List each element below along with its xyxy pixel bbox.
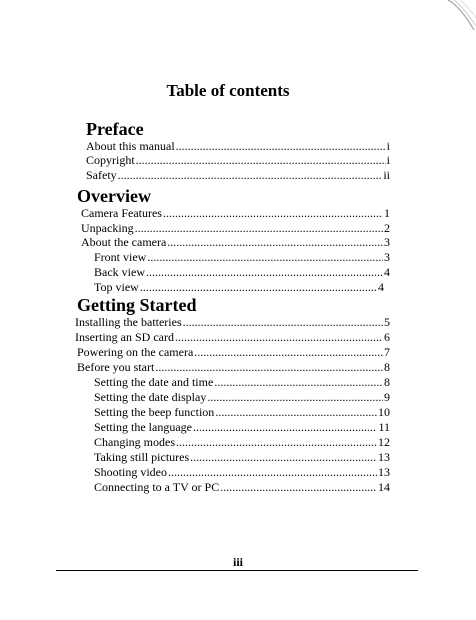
leader-dots [147,250,383,264]
toc-entry-page: 1 [384,206,390,220]
toc-entry-label: Copyright [86,153,135,167]
toc-entry-label: Safety [86,168,117,182]
toc-entry-label: Setting the beep function [94,405,215,419]
toc-entry-label: Unpacking [81,221,134,235]
toc-entry-top-view[interactable] [94,280,384,294]
toc-entry-page: 3 [384,250,390,264]
toc-entry-setting-date-display[interactable] [94,390,390,404]
toc-entry-back-view[interactable] [94,265,390,279]
leader-dots [175,330,383,344]
toc-entry-about-this-manual[interactable] [86,139,390,153]
toc-entry-page: 5 [384,315,390,329]
leader-dots [214,375,383,389]
toc-entry-setting-language[interactable] [94,420,390,434]
footer-page-number: iii [232,555,243,569]
leader-dots [207,390,383,404]
leader-dots [176,139,386,153]
leader-dots [183,315,383,329]
toc-entry-label: Installing the batteries [75,315,182,329]
toc-entry-page: i [386,139,390,153]
leader-dots [146,265,383,279]
leader-dots [176,435,377,449]
toc-entry-label: Taking still pictures [94,450,190,464]
leader-dots [220,480,377,494]
leader-dots [194,345,383,359]
leader-dots [136,153,386,167]
leader-dots [190,450,377,464]
toc-entry-page: 6 [384,330,390,344]
toc-entry-powering-on[interactable] [77,345,390,359]
toc-entry-connecting-tv-pc[interactable] [94,480,390,494]
toc-entry-shooting-video[interactable] [94,465,390,479]
section-heading-preface: Preface [86,119,144,139]
toc-entry-page: i [386,153,390,167]
footer-divider [56,570,418,571]
toc-entry-label: Connecting to a TV or PC [94,480,220,494]
toc-entry-label: Setting the language [94,420,192,434]
toc-entry-changing-modes[interactable] [94,435,390,449]
toc-entry-label: About this manual [86,139,175,153]
leader-dots [167,235,383,249]
leader-dots [168,465,377,479]
toc-entry-page: 10 [378,405,390,419]
toc-entry-page: 4 [378,280,384,294]
section-heading-overview: Overview [77,186,151,206]
page-curl-icon [446,0,476,32]
leader-dots [193,420,377,434]
leader-dots [140,280,377,294]
toc-entry-page: 13 [378,465,390,479]
toc-entry-label: Camera Features [81,206,162,220]
toc-entry-page: 14 [378,480,390,494]
toc-entry-setting-beep[interactable] [94,405,390,419]
leader-dots [163,206,383,220]
toc-entry-inserting-sd-card[interactable] [75,330,390,344]
toc-entry-unpacking[interactable] [81,221,390,235]
toc-entry-before-you-start[interactable] [77,360,390,374]
toc-entry-page: ii [383,168,390,182]
toc-entry-page: 12 [378,435,390,449]
toc-entry-label: Front view [94,250,147,264]
toc-entry-camera-features[interactable] [81,206,390,220]
toc-entry-page: 11 [378,420,390,434]
toc-entry-page: 7 [384,345,390,359]
toc-entry-label: Setting the date display [94,390,207,404]
toc-entry-front-view[interactable] [94,250,390,264]
page-title: Table of contents [166,81,290,100]
toc-entry-label: Top view [94,280,139,294]
toc-entry-label: Setting the date and time [94,375,214,389]
leader-dots [118,168,383,182]
toc-entry-page: 8 [384,375,390,389]
toc-entry-label: Shooting video [94,465,168,479]
toc-entry-label: Powering on the camera [77,345,194,359]
toc-entry-page: 4 [384,265,390,279]
leader-dots [155,360,383,374]
toc-entry-installing-batteries[interactable] [75,315,390,329]
toc-entry-page: 8 [384,360,390,374]
toc-entry-label: Before you start [77,360,155,374]
toc-entry-label: Back view [94,265,145,279]
toc-entry-page: 9 [384,390,390,404]
toc-entry-setting-date-time[interactable] [94,375,390,389]
toc-entry-label: Inserting an SD card [75,330,174,344]
leader-dots [135,221,383,235]
toc-entry-safety[interactable] [86,168,390,182]
toc-entry-page: 3 [384,235,390,249]
toc-entry-page: 2 [384,221,390,235]
leader-dots [215,405,377,419]
toc-entry-copyright[interactable] [86,153,390,167]
toc-entry-about-the-camera[interactable] [81,235,390,249]
toc-entry-page: 13 [378,450,390,464]
toc-entry-taking-still-pictures[interactable] [94,450,390,464]
toc-entry-label: Changing modes [94,435,175,449]
toc-entry-label: About the camera [81,235,167,249]
section-heading-getting-started: Getting Started [77,295,197,315]
